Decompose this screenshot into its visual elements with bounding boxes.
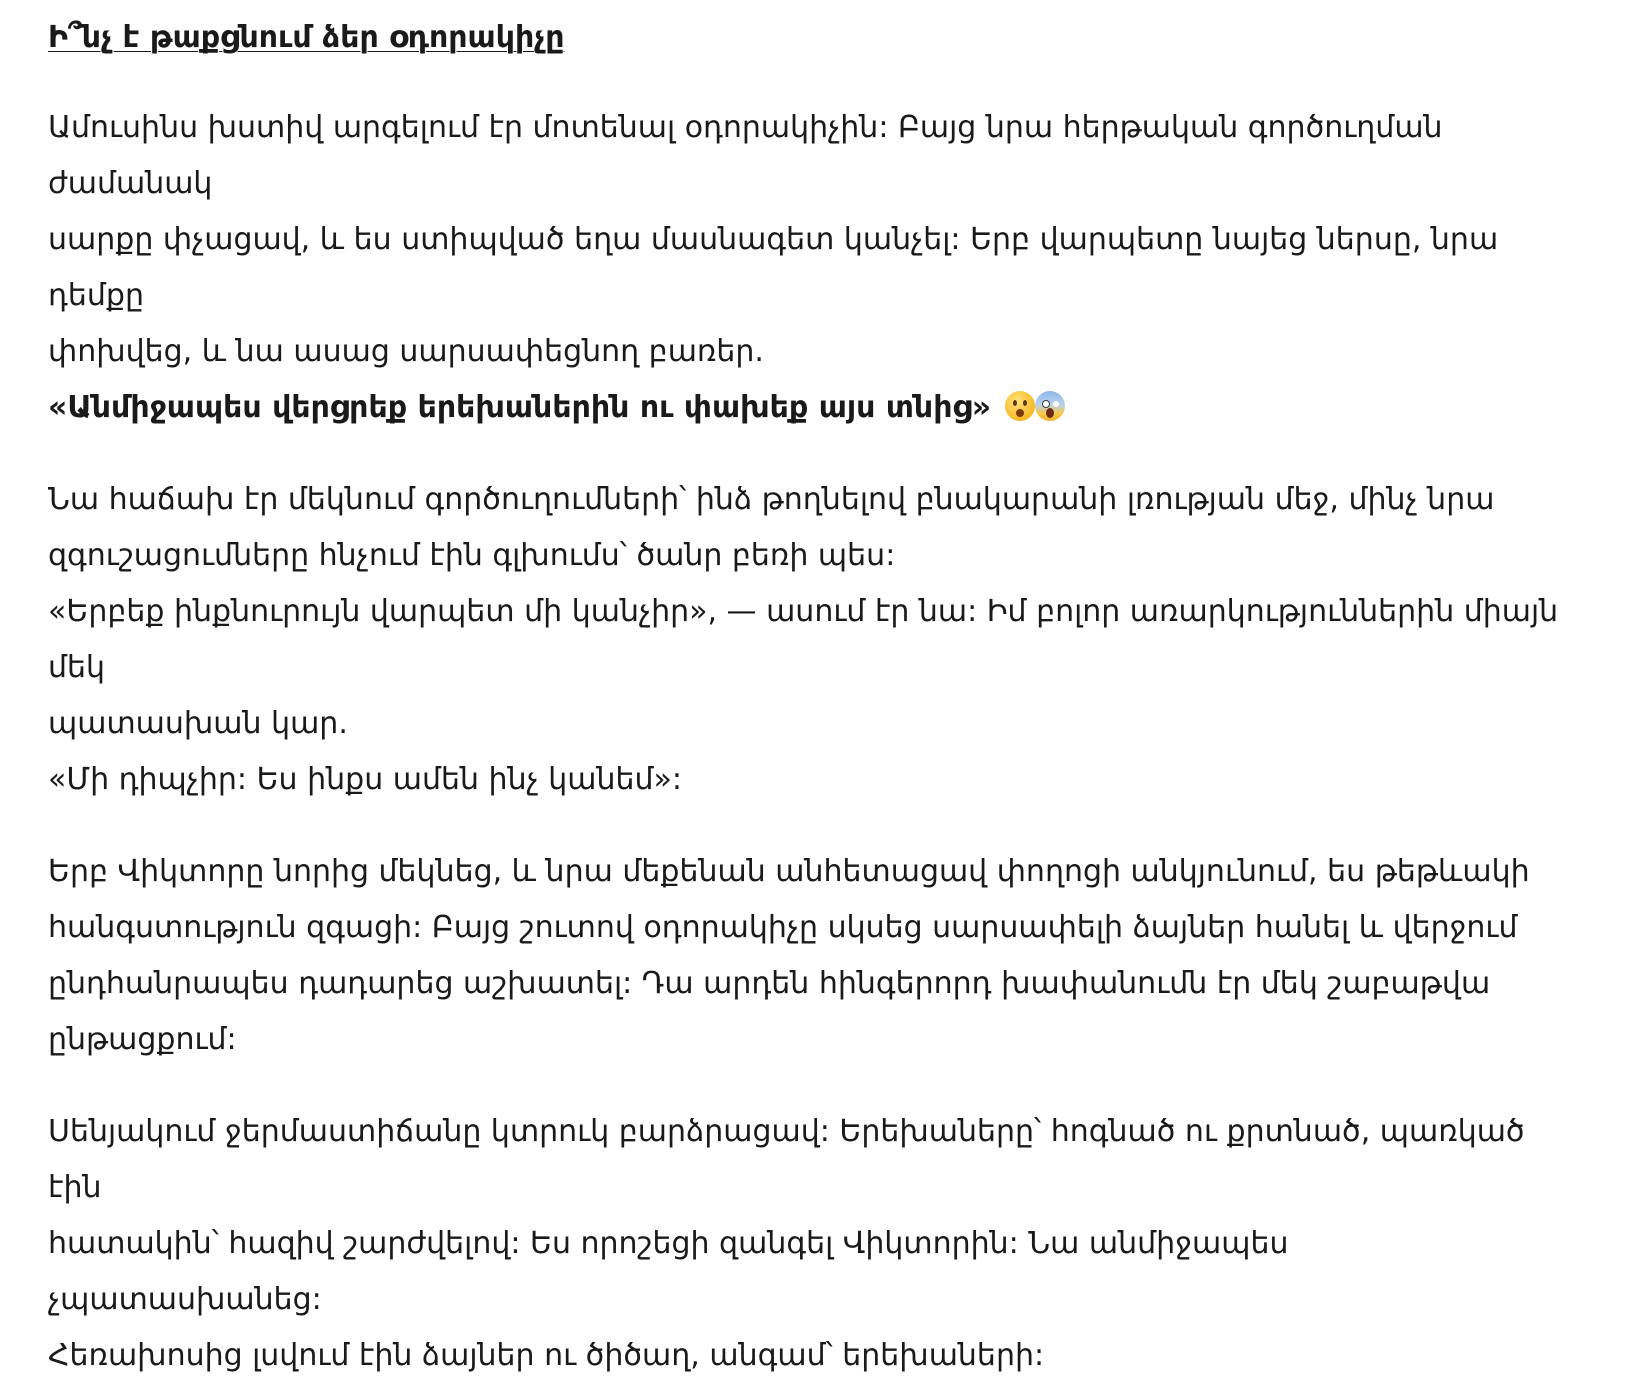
- paragraph-4: [48, 1104, 1568, 1384]
- bold-quote-line: [48, 380, 1568, 436]
- paragraph-line: ընթացքում:: [48, 1022, 237, 1057]
- paragraph-line: զգուշացումները հնչում էին գլխումս՝ ծանր բեռի պես:: [48, 538, 896, 573]
- paragraph-line: Երբ Վիկտորը նորից մեկնեց, և նրա մեքենան անհետացավ փողոցի անկյունում, ես թեթևակի: [48, 854, 1530, 889]
- paragraph-line: հատակին՝ հազիվ շարժվելով: Ես որոշեցի զանգել Վիկտորին: Նա անմիջապես չպատասխանեց:: [48, 1226, 1289, 1317]
- paragraph-line: Նա հաճախ էր մեկնում գործուղումների՝ ինձ թողնելով բնակարանի լռության մեջ, մինչ նրա: [48, 482, 1495, 517]
- article-title: Ի՞նչ է թաքցնում ձեր օդորակիչը: [48, 20, 565, 55]
- paragraph-line: Ամուսինս խստիվ արգելում էր մոտենալ օդորակիչին: Բայց նրա հերթական գործուղման ժամանակ: [48, 110, 1443, 201]
- paragraph-line: պատասխան կար.: [48, 706, 348, 741]
- paragraph-line: փոխվեց, և նա ասաց սարսափեցնող բառեր.: [48, 334, 764, 369]
- astonished-face-icon: [1005, 391, 1035, 421]
- paragraph-line: սարքը փչացավ, և ես ստիպված եղա մասնագետ կանչել: Երբ վարպետը նայեց ներսը, նրա դեմքը: [48, 222, 1499, 313]
- bold-quote: «Անմիջապես վերցրեք երեխաներին ու փախեք այս տնից»: [48, 390, 992, 425]
- paragraph-line: «Երբեք ինքնուրույն վարպետ մի կանչիր», — ասում էր նա: Իմ բոլոր առարկություններին միայն մեկ: [48, 594, 1559, 685]
- paragraph-line: ընդհանրապես դադարեց աշխատել: Դա արդեն հինգերորդ խափանումն էր մեկ շաբաթվա: [48, 966, 1491, 1001]
- paragraph-line: «Մի դիպչիր: Ես ինքս ամեն ինչ կանեմ»:: [48, 762, 682, 797]
- paragraph-2: [48, 472, 1568, 808]
- paragraph-line: Հեռախոսից լսվում էին ձայներ ու ծիծաղ, անգամ՝ երեխաների:: [48, 1338, 1045, 1373]
- paragraph-1: [48, 100, 1568, 436]
- face-screaming-in-fear-icon: [1035, 391, 1065, 421]
- paragraph-3: [48, 844, 1568, 1068]
- paragraph-line: Սենյակում ջերմաստիճանը կտրուկ բարձրացավ: Երեխաները՝ հոգնած ու քրտնած, պառկած էին: [48, 1114, 1525, 1205]
- paragraph-line: հանգստություն զգացի: Բայց շուտով օդորակիչը սկսեց սարսափելի ձայներ հանել և վերջում: [48, 910, 1518, 945]
